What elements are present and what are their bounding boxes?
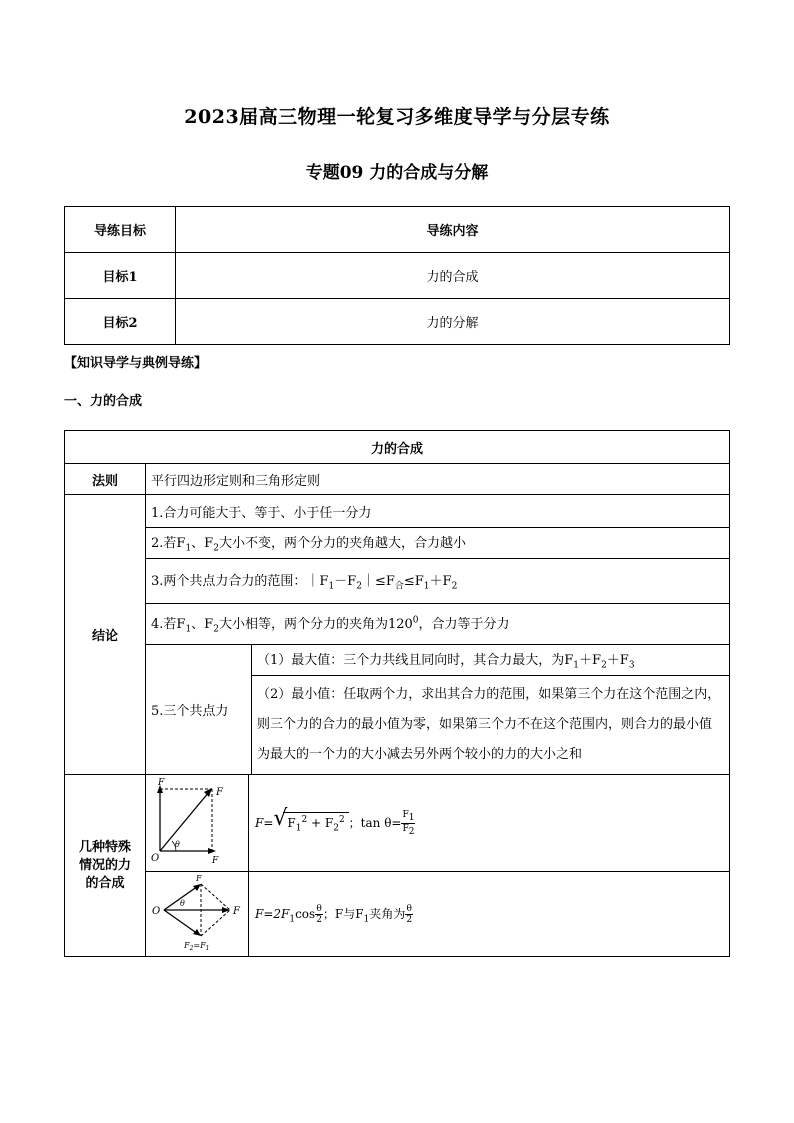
table-row <box>65 495 730 528</box>
formula-perpendicular: F= √ $F_1^2 + F_2^2$ ；tan θ= $\frac{F_1}{F_2}$ <box>249 775 730 872</box>
section-one-title: 一、力的合成 <box>64 394 143 409</box>
three-forces-label: 5.三个共点力 <box>146 645 252 774</box>
goals-header-col1: 导练目标 <box>65 207 176 253</box>
diagram-equal <box>146 872 249 957</box>
svg-text:F: F <box>158 778 165 788</box>
table-row <box>65 559 730 604</box>
table-row <box>65 872 730 957</box>
goal-content-cell: 力的分解 <box>176 299 730 345</box>
conclusion-5 <box>146 645 730 775</box>
diagram-perpendicular <box>146 775 249 872</box>
goals-table <box>64 206 730 345</box>
conclusion-3: 3.两个共点力合力的范围：$|F_1-F_2|\le F_合\le F_1+F_2$ <box>146 559 730 604</box>
formula-equal: $F=2F_1\cos$ $\frac{\theta}{2}$ ；F与$F_1$夹角为 $\frac{\theta}{2}$ <box>249 872 730 957</box>
rule-label: 法则 <box>65 464 146 495</box>
section-heading: 【知识导学与典例导练】 <box>64 356 208 371</box>
conclusion-2: 2.若$F_1$、$F_2$大小不变，两个分力的夹角越大，合力越小 <box>146 528 730 559</box>
document-title: 2023届高三物理一轮复习多维度导学与分层专练 <box>184 106 610 128</box>
rule-text: 平行四边形定则和三角形定则 <box>146 464 730 495</box>
table-row <box>65 431 730 464</box>
synthesis-title: 力的合成 <box>65 431 730 464</box>
svg-text:F2=F1: $F_2=F_1$ <box>184 941 210 952</box>
table-row <box>65 528 730 559</box>
svg-text:θ: θ <box>180 899 185 908</box>
table-row <box>65 299 730 345</box>
special-cases-label: 几种特殊情况的力的合成 <box>65 775 146 957</box>
goals-header-col2: 导练内容 <box>176 207 730 253</box>
table-row <box>65 207 730 253</box>
svg-text:O: O <box>152 906 161 917</box>
goal-cell: 目标1 <box>65 253 176 299</box>
svg-text:F: F <box>233 906 240 917</box>
svg-text:θ: θ <box>175 840 180 849</box>
document-subtitle: 专题09 力的合成与分解 <box>305 163 489 183</box>
goal-cell: 目标2 <box>65 299 176 345</box>
three-forces-min: （2）最小值：任取两个力，求出其合力的范围，如果第三个力在这个范围之内，则三个力的合力的最小值为零，如果第三个力不在这个范围内，则合力的最小值为最大的一个力的大小减去另外两个较小的力的大小之和 <box>252 676 730 775</box>
conclusion-4: 4.若$F_1$、$F_2$大小相等，两个分力的夹角为$120^0$，合力等于分力 <box>146 604 730 645</box>
conclusion-1: 1.合力可能大于、等于、小于任一分力 <box>146 495 730 528</box>
svg-text:F: F <box>212 856 219 866</box>
goal-content-cell: 力的合成 <box>176 253 730 299</box>
perpendicular-forces-diagram <box>146 775 248 867</box>
table-row <box>65 775 730 872</box>
svg-text:O: O <box>151 853 160 864</box>
conclusion-label: 结论 <box>65 495 146 775</box>
table-row <box>65 464 730 495</box>
table-row <box>65 645 730 775</box>
table-row <box>65 604 730 645</box>
svg-text:F: F <box>196 874 202 883</box>
synthesis-table <box>64 430 730 957</box>
svg-text:F: F <box>216 787 223 798</box>
three-forces-max: （1）最大值：三个力共线且同向时，其合力最大，为$F_1+F_2+F_3$ <box>252 645 730 676</box>
table-row <box>65 253 730 299</box>
equal-forces-diagram <box>146 872 248 952</box>
